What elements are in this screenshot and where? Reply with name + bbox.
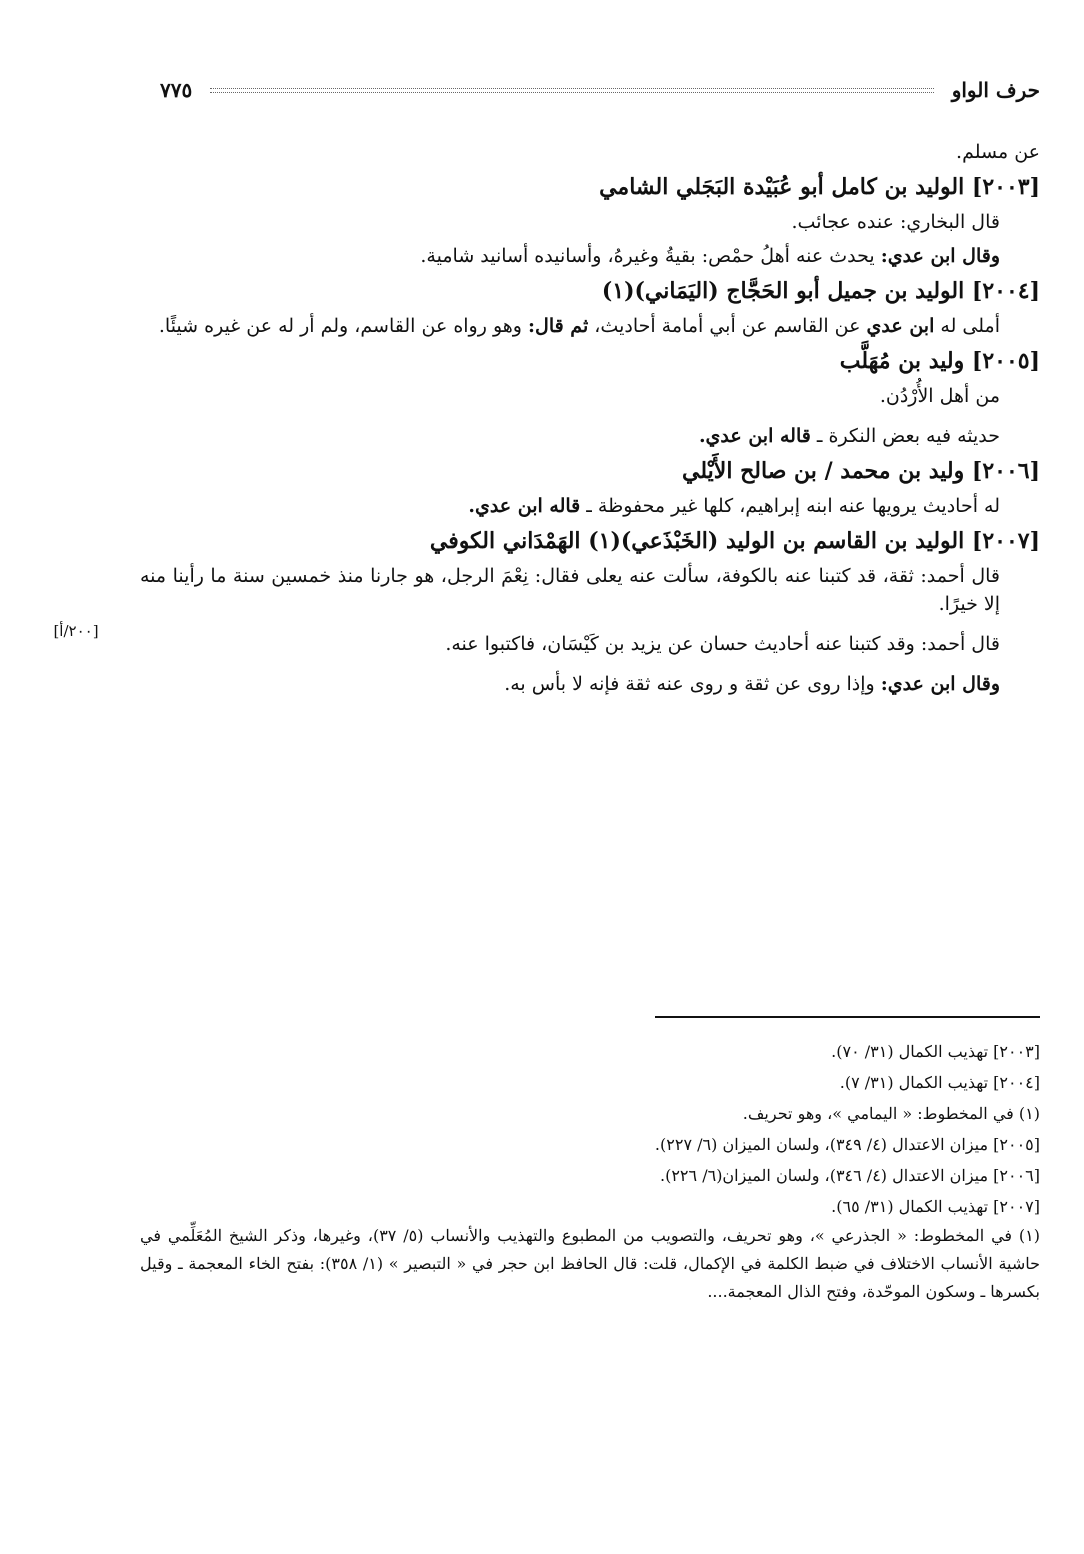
footnotes <box>140 1036 1040 1306</box>
footnote: [٢٠٠٤] تهذيب الكمال (٣١/ ٧). <box>839 1073 1040 1092</box>
spacer <box>140 658 1040 670</box>
entry-2004-paragraph-1 <box>140 312 1040 340</box>
header-rule <box>210 88 933 93</box>
footnote-separator <box>655 1016 1040 1018</box>
entry-2005-paragraph-2 <box>140 422 1040 450</box>
footnote: [٢٠٠٣] تهذيب الكمال (٣١/ ٧٠). <box>831 1042 1040 1061</box>
manuscript-folio-note: [٢٠٠/أ] <box>53 622 99 640</box>
chapter-title: حرف الواو <box>951 78 1040 102</box>
page-number: ٧٧٥ <box>160 78 193 102</box>
entry-heading-2005: [٢٠٠٥] وليد بن مُهَلَّب <box>839 348 1040 374</box>
entry-heading-2004: [٢٠٠٤] الوليد بن جميل أبو الحَجَّاج (اليَمَاني)(١) <box>601 278 1040 304</box>
citation-label: وقال ابن عدي: <box>880 245 1000 267</box>
entry-heading-2006: [٢٠٠٦] وليد بن محمد / بن صالح الأَيْلي <box>682 458 1040 484</box>
entry-2005-paragraph-1: من أهل الأُرْدُن. <box>879 385 1000 407</box>
paragraph-text: وإذا روى عن ثقة و روى عنه ثقة فإنه لا بأس به. <box>504 673 881 695</box>
footnote: [٢٠٠٧] تهذيب الكمال (٣١/ ٦٥). <box>831 1197 1040 1216</box>
footnote: [٢٠٠٦] ميزان الاعتدال (٤/ ٣٤٦)، ولسان الميزان(٦/ ٢٢٦). <box>660 1166 1040 1185</box>
paragraph-text: حديثه فيه بعض النكرة ـ <box>810 425 1000 447</box>
paragraph-text: وهو رواه عن القاسم، ولم أر له عن غيره شيئًا. <box>158 315 528 337</box>
entry-2007-paragraph-1: قال أحمد: ثقة، قد كتبنا عنه بالكوفة، سألت عنه يعلى فقال: نِعْمَ الرجل، هو جارنا منذ خمسين سنة ما رأينا منه إلا خيرًا. <box>140 565 1000 615</box>
citation-label: قاله ابن عدي. <box>698 425 811 447</box>
spacer <box>140 618 1040 630</box>
footnote: [٢٠٠٥] ميزان الاعتدال (٤/ ٣٤٩)، ولسان الميزان (٦/ ٢٢٧). <box>654 1135 1040 1154</box>
citation-label: وقال ابن عدي: <box>880 673 1000 695</box>
citation-label: قاله ابن عدي. <box>468 495 581 517</box>
running-header <box>160 72 1040 108</box>
paragraph-text: يحدث عنه أهلُ حمْص: بقيةُ وغيرهُ، وأسانيده أسانيد شامية. <box>420 245 881 267</box>
entry-2007-paragraph-3 <box>140 670 1040 698</box>
citation-label: ثم قال: <box>528 315 589 337</box>
spacer <box>140 410 1040 422</box>
paragraph-text: عن القاسم عن أبي أمامة أحاديث، <box>588 315 867 337</box>
continuation-line: عن مسلم. <box>956 141 1040 163</box>
entry-2007-paragraph-2: قال أحمد: وقد كتبنا عنه أحاديث حسان عن يزيد بن كَيْسَان، فاكتبوا عنه. <box>445 633 1000 655</box>
footnote: (١) في المخطوط: « الجذرعي »، وهو تحريف، والتصويب من المطبوع والتهذيب والأنساب (٥/ ٣٧)، وغيرها، وذكر الشيخ المُعَلِّمي في حاشية الأنساب الاختلاف في ضبط الكلمة في الإكمال، قلت: قال الحافظ ابن حجر في « التبصير » (١/ ٣٥٨): بفتح الخاء المعجمة ـ وقيل بكسرها ـ وسكون الموحّدة، وفتح الذال المعجمة.... <box>140 1226 1041 1301</box>
entry-heading-2007: [٢٠٠٧] الوليد بن القاسم بن الوليد (الخَبْذَعي)(١) الهَمْدَاني الكوفي <box>429 528 1040 554</box>
paragraph-text: أملى له <box>934 315 1000 337</box>
entry-2006-paragraph-1 <box>140 492 1040 520</box>
entry-2003-paragraph-2 <box>140 242 1040 270</box>
citation-label: ابن عدي <box>866 315 935 337</box>
entry-heading-2003: [٢٠٠٣] الوليد بن كامل أبو عُبَيْدة البَجَلي الشامي <box>599 174 1040 200</box>
main-text <box>140 138 1040 698</box>
entry-2003-paragraph-1: قال البخاري: عنده عجائب. <box>791 211 1000 233</box>
footnote: (١) في المخطوط: « اليمامي »، وهو تحريف. <box>742 1104 1040 1123</box>
paragraph-text: له أحاديث يرويها عنه ابنه إبراهيم، كلها غير محفوظة ـ <box>580 495 1000 517</box>
